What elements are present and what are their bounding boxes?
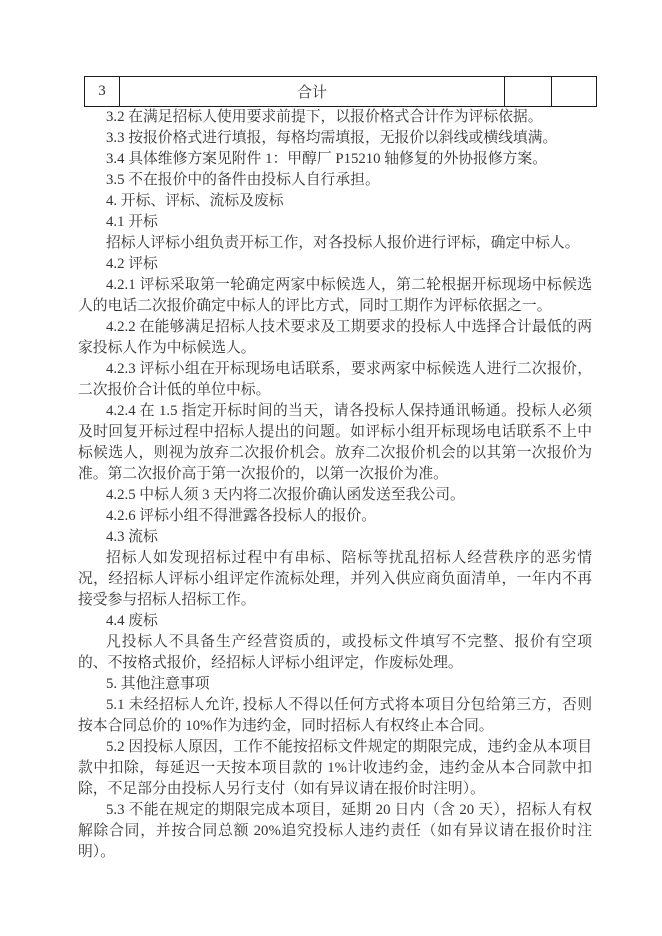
quotation-summary-table xyxy=(84,76,597,107)
paragraph: 4.1 开标 xyxy=(106,214,158,230)
document-body xyxy=(78,107,592,863)
paragraph: 凡投标人不具备生产经营资质的，或投标文件填写不完整、报价有空项的、不按格式报价，经招标人评标小组评定，作废标处理。 xyxy=(78,634,592,671)
paragraph: 4.2.5 中标人须 3 天内将二次报价确认函发送至我公司。 xyxy=(106,487,465,503)
paragraph: 5.1 未经招标人允许, 投标人不得以任何方式将本项目分包给第三方，否则按本合同总价的 10%作为违约金，同时招标人有权终止本合同。 xyxy=(78,697,592,734)
paragraph: 3.4 具体维修方案见附件 1：甲醇厂 P15210 轴修复的外协报修方案。 xyxy=(106,151,548,167)
paragraph: 招标人如发现招标过程中有串标、陪标等扰乱招标人经营秩序的恶劣情况，经招标人评标小组评定作流标处理，并列入供应商负面清单，一年内不再接受参与招标人招标工作。 xyxy=(78,550,592,608)
paragraph: 5.3 不能在规定的期限完成本项目，延期 20 日内（含 20 天），招标人有权解除合同，并按合同总额 20%追究投标人违约责任（如有异议请在报价时注明）。 xyxy=(78,802,592,860)
table-cell-total-label: 合计 xyxy=(120,77,505,107)
paragraph: 4.2.4 在 1.5 指定开标时间的当天，请各投标人保持通讯畅通。投标人必须及时回复开标过程中招标人提出的问题。如评标小组开标现场电话联系不上中标候选人，则视为放弃二次报价机会。放弃二次报价机会的以其第一次报价为准。第二次报价高于第一次报价的，以第一次报价为准。 xyxy=(78,403,592,482)
paragraph: 4.2 评标 xyxy=(106,256,158,272)
paragraph: 5. 其他注意事项 xyxy=(106,676,210,692)
paragraph: 5.2 因投标人原因，工作不能按招标文件规定的期限完成，违约金从本项目款中扣除，每延迟一天按本项目款的 1%计收违约金，违约金从本合同款中扣除，不足部分由投标人另行支付（如有异议请在报价时注明）。 xyxy=(78,739,592,797)
paragraph: 4.2.2 在能够满足招标人技术要求及工期要求的投标人中选择合计最低的两家投标人作为中标候选人。 xyxy=(78,319,592,356)
table-row xyxy=(85,77,597,107)
table-cell-row-number: 3 xyxy=(85,77,120,107)
paragraph: 4. 开标、评标、流标及废标 xyxy=(106,193,284,209)
paragraph: 4.3 流标 xyxy=(106,529,158,545)
paragraph: 3.5 不在报价中的备件由投标人自行承担。 xyxy=(106,172,380,188)
table-cell-empty-2 xyxy=(552,77,597,107)
paragraph: 4.2.3 评标小组在开标现场电话联系，要求两家中标候选人进行二次报价，二次报价合计低的单位中标。 xyxy=(78,361,592,398)
paragraph: 招标人评标小组负责开标工作，对各投标人报价进行评标，确定中标人。 xyxy=(106,235,580,251)
paragraph: 3.2 在满足招标人使用要求前提下，以报价格式合计作为评标依据。 xyxy=(106,109,543,125)
paragraph: 4.2.6 评标小组不得泄露各投标人的报价。 xyxy=(106,508,377,524)
table-cell-empty-1 xyxy=(505,77,552,107)
paragraph: 4.2.1 评标采取第一轮确定两家中标候选人，第二轮根据开标现场中标候选人的电话二次报价确定中标人的评比方式，同时工期作为评标依据之一。 xyxy=(78,277,592,314)
paragraph: 3.3 按报价格式进行填报，每格均需填报，无报价以斜线或横线填满。 xyxy=(106,130,558,146)
paragraph: 4.4 废标 xyxy=(106,613,158,629)
